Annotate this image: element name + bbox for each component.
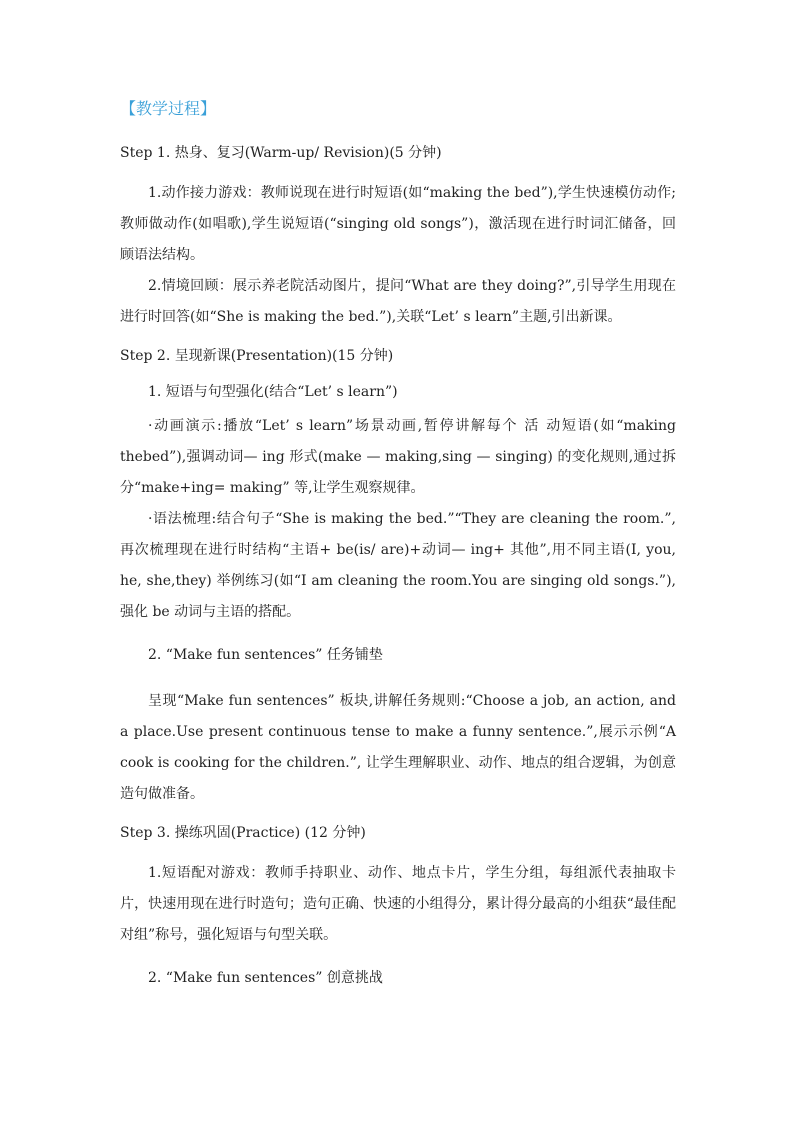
step2-paragraph-1: ·动画演示:播放“Let’ s learn”场景动画,暂停讲解每个 活 动短语(如“making thebed”),强调动词— ing 形式(make — making,sing — singing) 的变化规则,通过拆分“make+ing= making” 等,让学生观察规律。 bbox=[120, 418, 676, 496]
step2-paragraph-2: ·语法梳理:结合句子“She is making the bed.”“They are cleaning the room.”,再次梳理现在进行时结构“主语+ be(is/ are)+动词— ing+ 其他”,用不同主语(I, you, he, she,they) 举例练习(如“I am cleaning the room.You are singing old songs.”), 强化 be 动词与主语的搭配。 bbox=[120, 511, 676, 620]
step2-subheading-1: 1. 短语与句型强化(结合“Let’ s learn”) bbox=[148, 384, 398, 400]
step3-heading: Step 3. 操练巩固(Practice) (12 分钟) bbox=[120, 825, 366, 841]
step2-heading: Step 2. 呈现新课(Presentation)(15 分钟) bbox=[120, 348, 394, 364]
step1-paragraph-1: 1.动作接力游戏：教师说现在进行时短语(如“making the bed”),学生快速模仿动作;教师做动作(如唱歌),学生说短语(“singing old songs”)，激活现在进行时词汇储备，回顾语法结构。 bbox=[120, 185, 676, 263]
document-page bbox=[120, 96, 676, 997]
step2-paragraph-3: 呈现“Make fun sentences” 板块,讲解任务规则:“Choose a job, an action, and a place.Use present continuous tense to make a funny sentence.”,展示示例“A cook is cooking for the children.”, 让学生理解职业、动作、地点的组合逻辑，为创意造句做准备。 bbox=[120, 693, 676, 802]
step1-heading: Step 1. 热身、复习(Warm-up/ Revision)(5 分钟) bbox=[120, 145, 442, 161]
step1-paragraph-2: 2.情境回顾：展示养老院活动图片，提问“What are they doing?”,引导学生用现在进行时回答(如“She is making the bed.”),关联“Let’ s learn”主题,引出新课。 bbox=[120, 278, 676, 325]
section-title: 【教学过程】 bbox=[120, 99, 217, 118]
step3-subheading-1: 2. “Make fun sentences” 创意挑战 bbox=[148, 970, 383, 986]
step3-paragraph-1: 1.短语配对游戏：教师手持职业、动作、地点卡片，学生分组，每组派代表抽取卡片，快速用现在进行时造句；造句正确、快速的小组得分，累计得分最高的小组获“最佳配对组”称号，强化短语与句型关联。 bbox=[120, 865, 676, 943]
step2-subheading-2: 2. “Make fun sentences” 任务铺垫 bbox=[148, 647, 383, 663]
